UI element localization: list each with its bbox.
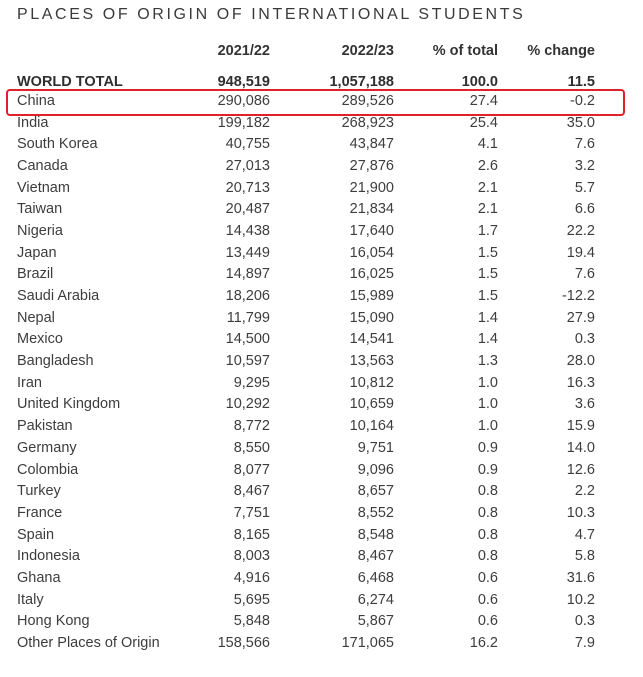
table-row [0, 285, 643, 307]
percent-change: 27.9 [566, 309, 595, 326]
table-row [0, 480, 643, 502]
percent-of-total: 0.9 [477, 439, 498, 456]
percent-change: 5.8 [574, 548, 595, 565]
value-2021-22: 158,566 [217, 635, 270, 652]
total-2021-22: 948,519 [217, 74, 270, 90]
value-2022-23: 27,876 [349, 157, 394, 174]
percent-of-total: 27.4 [469, 92, 498, 109]
percent-of-total: 0.9 [477, 461, 498, 478]
country-name: France [17, 504, 63, 521]
country-name: South Korea [17, 136, 98, 153]
percent-change: 7.6 [574, 266, 595, 283]
value-2021-22: 27,013 [225, 157, 270, 174]
value-2021-22: 18,206 [225, 288, 270, 305]
country-name: Indonesia [17, 548, 80, 565]
table-row [0, 220, 643, 242]
value-2022-23: 16,054 [349, 244, 394, 261]
value-2022-23: 289,526 [341, 92, 394, 109]
percent-change: 3.2 [574, 157, 595, 174]
value-2022-23: 8,657 [357, 483, 394, 500]
table-row [0, 394, 643, 416]
percent-change: 3.6 [574, 396, 595, 413]
percent-of-total: 1.4 [477, 331, 498, 348]
value-2022-23: 13,563 [349, 353, 394, 370]
country-name: Spain [17, 526, 55, 543]
country-name: Italy [17, 591, 44, 608]
percent-of-total: 1.5 [477, 244, 498, 261]
value-2021-22: 14,438 [225, 222, 270, 239]
percent-of-total: 25.4 [469, 114, 498, 131]
table-row [0, 329, 643, 351]
value-2021-22: 8,003 [233, 548, 270, 565]
table-row [0, 112, 643, 134]
percent-change: 16.3 [566, 374, 595, 391]
percent-change: 35.0 [566, 114, 595, 131]
percent-of-total: 4.1 [477, 136, 498, 153]
table-row [0, 133, 643, 155]
country-name: Iran [17, 374, 42, 391]
country-name: Taiwan [17, 201, 63, 218]
table-row [0, 307, 643, 329]
percent-change: 5.7 [574, 179, 595, 196]
header-2021-22: 2021/22 [217, 43, 270, 59]
total-2022-23: 1,057,188 [329, 74, 394, 90]
percent-of-total: 16.2 [469, 635, 498, 652]
students-origin-table [0, 37, 643, 654]
value-2022-23: 14,541 [349, 331, 394, 348]
value-2021-22: 8,772 [233, 418, 270, 435]
country-name: Colombia [17, 461, 79, 478]
percent-change: -0.2 [570, 92, 595, 109]
value-2021-22: 8,467 [233, 483, 270, 500]
percent-of-total: 1.0 [477, 396, 498, 413]
value-2021-22: 4,916 [233, 569, 270, 586]
header-2022-23: 2022/23 [341, 43, 394, 59]
value-2022-23: 10,659 [349, 396, 394, 413]
percent-of-total: 1.4 [477, 309, 498, 326]
table-row [0, 350, 643, 372]
percent-change: 14.0 [566, 439, 595, 456]
value-2021-22: 14,897 [225, 266, 270, 283]
value-2021-22: 10,292 [225, 396, 270, 413]
country-name: Hong Kong [17, 613, 90, 630]
value-2022-23: 6,274 [357, 591, 394, 608]
percent-change: 28.0 [566, 353, 595, 370]
country-name: Nepal [17, 309, 55, 326]
value-2021-22: 14,500 [225, 331, 270, 348]
percent-change: 12.6 [566, 461, 595, 478]
header-percent-change: % change [527, 43, 595, 59]
table-row [0, 524, 643, 546]
percent-change: 4.7 [574, 526, 595, 543]
table-row [0, 372, 643, 394]
value-2022-23: 21,900 [349, 179, 394, 196]
percent-change: 7.9 [574, 635, 595, 652]
table-row [0, 632, 643, 654]
country-name: Japan [17, 244, 57, 261]
percent-of-total: 0.6 [477, 591, 498, 608]
percent-change: 22.2 [566, 222, 595, 239]
value-2022-23: 15,090 [349, 309, 394, 326]
value-2022-23: 171,065 [341, 635, 394, 652]
country-name: Canada [17, 157, 68, 174]
value-2022-23: 43,847 [349, 136, 394, 153]
country-name: Turkey [17, 483, 61, 500]
table-row [0, 567, 643, 589]
country-name: Germany [17, 439, 77, 456]
country-name: United Kingdom [17, 396, 121, 413]
table-row [0, 545, 643, 567]
country-name: India [17, 114, 49, 131]
value-2021-22: 7,751 [233, 504, 270, 521]
country-name: Vietnam [17, 179, 70, 196]
percent-of-total: 2.1 [477, 201, 498, 218]
percent-change: 6.6 [574, 201, 595, 218]
percent-change: 31.6 [566, 569, 595, 586]
percent-of-total: 1.5 [477, 266, 498, 283]
value-2021-22: 9,295 [233, 374, 270, 391]
country-name: Ghana [17, 569, 61, 586]
value-2022-23: 5,867 [357, 613, 394, 630]
country-name: Nigeria [17, 222, 63, 239]
table-row [0, 459, 643, 481]
percent-of-total: 1.0 [477, 374, 498, 391]
value-2021-22: 13,449 [225, 244, 270, 261]
value-2021-22: 10,597 [225, 353, 270, 370]
country-name: Other Places of Origin [17, 635, 160, 652]
value-2022-23: 6,468 [357, 569, 394, 586]
value-2022-23: 21,834 [349, 201, 394, 218]
country-name: Brazil [17, 266, 54, 283]
table-row [0, 242, 643, 264]
table-row [0, 437, 643, 459]
table-row [0, 502, 643, 524]
value-2021-22: 8,550 [233, 439, 270, 456]
value-2022-23: 9,751 [357, 439, 394, 456]
table-row [0, 90, 643, 112]
value-2021-22: 8,077 [233, 461, 270, 478]
percent-of-total: 2.1 [477, 179, 498, 196]
percent-of-total: 1.0 [477, 418, 498, 435]
value-2022-23: 15,989 [349, 288, 394, 305]
percent-change: 19.4 [566, 244, 595, 261]
table-row [0, 264, 643, 286]
percent-of-total: 1.5 [477, 288, 498, 305]
country-name: Saudi Arabia [17, 288, 100, 305]
value-2022-23: 10,812 [349, 374, 394, 391]
header-percent-of-total: % of total [432, 43, 498, 59]
value-2021-22: 5,848 [233, 613, 270, 630]
value-2022-23: 8,467 [357, 548, 394, 565]
value-2021-22: 199,182 [217, 114, 270, 131]
value-2022-23: 16,025 [349, 266, 394, 283]
total-percent-change: 11.5 [567, 74, 595, 90]
country-name: Bangladesh [17, 353, 94, 370]
header-row [0, 37, 643, 65]
country-name: Pakistan [17, 418, 73, 435]
percent-change: -12.2 [561, 288, 595, 305]
value-2021-22: 20,713 [225, 179, 270, 196]
percent-change: 7.6 [574, 136, 595, 153]
percent-change: 10.2 [566, 591, 595, 608]
percent-of-total: 1.3 [477, 353, 498, 370]
table-row [0, 155, 643, 177]
table-title: PLACES OF ORIGIN OF INTERNATIONAL STUDENTS [17, 6, 526, 23]
percent-of-total: 0.8 [477, 504, 498, 521]
percent-change: 15.9 [566, 418, 595, 435]
table-row [0, 177, 643, 199]
value-2022-23: 8,548 [357, 526, 394, 543]
percent-change: 10.3 [566, 504, 595, 521]
country-name: China [17, 92, 55, 109]
table-row [0, 198, 643, 220]
percent-change: 0.3 [574, 613, 595, 630]
percent-of-total: 0.6 [477, 569, 498, 586]
country-name: Mexico [17, 331, 63, 348]
value-2021-22: 11,799 [226, 309, 270, 326]
value-2021-22: 290,086 [217, 92, 270, 109]
table-row [0, 415, 643, 437]
value-2022-23: 8,552 [357, 504, 394, 521]
percent-of-total: 0.6 [477, 613, 498, 630]
table-row [0, 589, 643, 611]
table-row [0, 611, 643, 633]
value-2021-22: 5,695 [233, 591, 270, 608]
percent-of-total: 1.7 [477, 222, 498, 239]
value-2022-23: 9,096 [357, 461, 394, 478]
value-2022-23: 10,164 [349, 418, 394, 435]
value-2021-22: 20,487 [225, 201, 270, 218]
header-name [0, 37, 170, 65]
value-2021-22: 8,165 [233, 526, 270, 543]
percent-of-total: 0.8 [477, 548, 498, 565]
total-percent-of-total: 100.0 [461, 74, 498, 90]
world-total-row [0, 65, 643, 90]
value-2022-23: 268,923 [341, 114, 394, 131]
percent-of-total: 0.8 [477, 483, 498, 500]
percent-change: 2.2 [574, 483, 595, 500]
value-2022-23: 17,640 [349, 222, 394, 239]
percent-of-total: 2.6 [477, 157, 498, 174]
total-label: WORLD TOTAL [17, 74, 123, 90]
percent-of-total: 0.8 [477, 526, 498, 543]
percent-change: 0.3 [574, 331, 595, 348]
value-2021-22: 40,755 [225, 136, 270, 153]
